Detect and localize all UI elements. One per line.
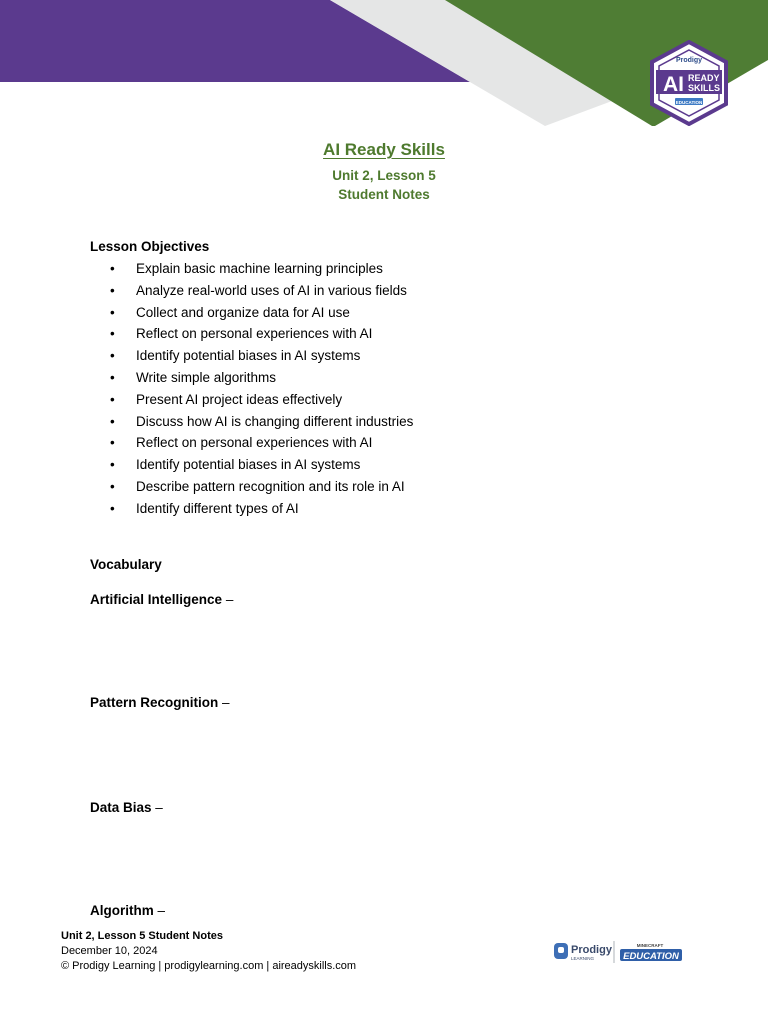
- objective-item: • Identify potential biases in AI systems: [110, 457, 361, 473]
- objective-item: • Analyze real-world uses of AI in various fields: [110, 282, 407, 298]
- objective-item: • Reflect on personal experiences with AI: [110, 435, 373, 451]
- objective-item: • Discuss how AI is changing different industries: [110, 413, 414, 429]
- vocab-dash: –: [222, 695, 230, 710]
- document-title: AI Ready Skills: [323, 140, 445, 159]
- svg-text:LEARNING: LEARNING: [571, 956, 595, 961]
- svg-text:MINECRAFT: MINECRAFT: [636, 943, 664, 948]
- minecraft-education-logo-icon: [620, 943, 682, 962]
- footer-copyright: © Prodigy Learning | prodigylearning.com | aireadyskills.com: [61, 960, 357, 972]
- svg-text:Prodigy: Prodigy: [571, 944, 612, 956]
- footer-date: December 10, 2024: [61, 945, 158, 957]
- page-footer: [61, 929, 356, 974]
- objective-item: • Explain basic machine learning principles: [110, 261, 383, 276]
- objective-item: • Identify different types of AI: [110, 500, 299, 516]
- vocab-entry-artificial-intelligence: [90, 591, 233, 609]
- objective-item: • Present AI project ideas effectively: [110, 391, 343, 407]
- svg-text:SKILLS: SKILLS: [688, 83, 721, 93]
- vocab-term: Pattern Recognition: [90, 695, 219, 710]
- objective-item: • Write simple algorithms: [110, 369, 277, 385]
- lesson-objectives-list: [110, 258, 413, 520]
- footer-title: Unit 2, Lesson 5 Student Notes: [61, 930, 223, 942]
- lesson-objectives-heading: Lesson Objectives: [90, 239, 210, 254]
- objective-item: • Collect and organize data for AI use: [110, 304, 350, 320]
- svg-text:Prodigy: Prodigy: [675, 57, 703, 64]
- vocab-term: Data Bias: [90, 800, 152, 815]
- document-subtitle-notes: Student Notes: [338, 187, 430, 202]
- svg-text:AI: AI: [663, 73, 684, 96]
- footer-partner-logos: [553, 938, 685, 966]
- vocabulary-heading: Vocabulary: [90, 557, 162, 572]
- vocab-dash: –: [157, 903, 166, 918]
- objective-item: • Describe pattern recognition and its role in AI: [110, 478, 405, 494]
- vocab-entry-data-bias: [90, 799, 163, 817]
- svg-text:READY: READY: [688, 73, 720, 83]
- vocab-term: Artificial Intelligence: [90, 592, 223, 607]
- vocab-dash: –: [225, 592, 234, 607]
- prodigy-logo-icon: [554, 943, 613, 961]
- svg-text:EDUCATION: EDUCATION: [675, 100, 703, 105]
- vocab-dash: –: [155, 800, 163, 815]
- document-title-block: [0, 138, 768, 204]
- ai-ready-skills-badge-icon: [648, 40, 730, 126]
- objective-item: • Identify potential biases in AI systems: [110, 348, 361, 364]
- document-subtitle-unit: Unit 2, Lesson 5: [332, 168, 436, 183]
- objective-item: • Reflect on personal experiences with AI: [110, 326, 373, 342]
- vocab-term: Algorithm: [90, 903, 154, 918]
- vocab-entry-algorithm: [90, 902, 165, 920]
- svg-text:EDUCATION: EDUCATION: [623, 951, 679, 962]
- vocab-entry-pattern-recognition: [90, 694, 230, 712]
